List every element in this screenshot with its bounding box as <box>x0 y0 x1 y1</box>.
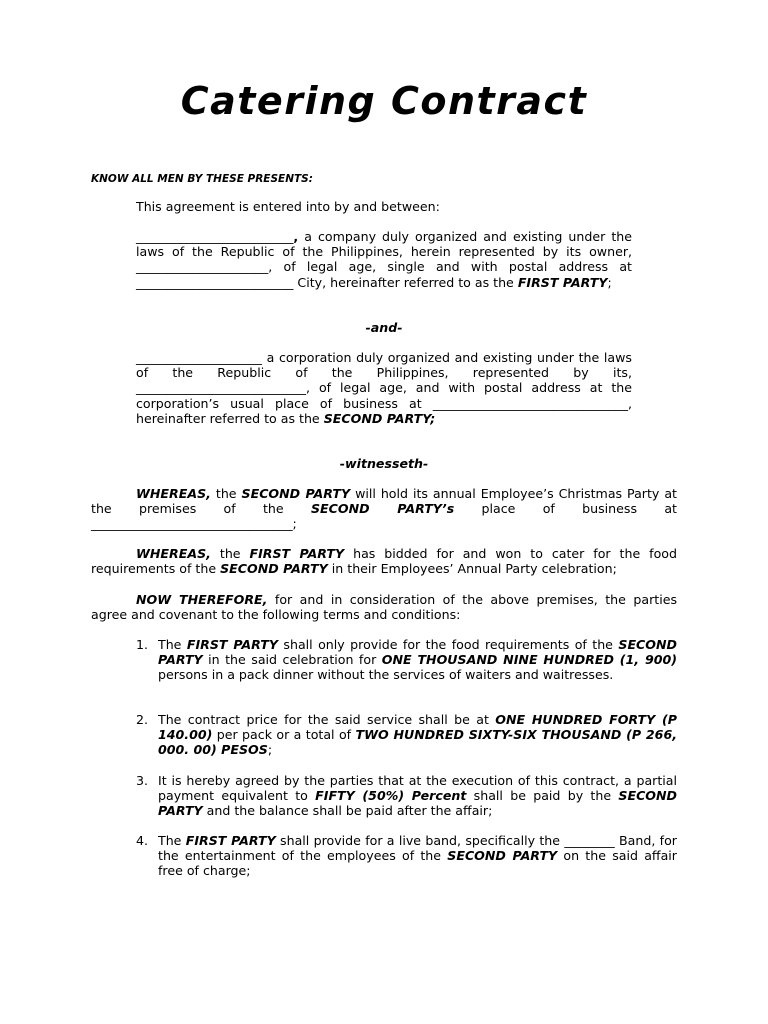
band-name-blank: ________ <box>564 833 615 848</box>
owner-name-blank: _____________________ <box>136 259 269 275</box>
term-text: The contract price for the said service shall be at ONE HUNDRED FORTY (P 140.00) per pack or a total of TWO HUNDRED SIXTY-SIX THOUSAND (P 266, 000. 00) PESOS; <box>158 712 677 758</box>
term-number: 2. <box>136 712 149 727</box>
whereas-clause-1: WHEREAS, the SECOND PARTY will hold its annual Employee’s Christmas Party at the premises of the SECOND PARTY’s place of business at ________________________________; <box>91 486 677 532</box>
second-party-paragraph: ____________________ a corporation duly organized and existing under the laws of the Republic of the Philippines, represented by its, ___________________________, of legal age, and with postal address at the corporation’s usual place of business at _______________________________, hereinafter referred to as the SECOND PARTY; <box>136 350 632 426</box>
corporation-name-blank: ____________________ <box>136 350 262 365</box>
company-name-blank: _________________________ <box>136 229 294 244</box>
first-party-term: FIRST PARTY <box>517 274 608 290</box>
term-number: 4. <box>136 833 149 848</box>
witnesseth-separator: -witnesseth- <box>339 456 429 471</box>
representative-name-blank: ___________________________ <box>136 380 307 396</box>
term-text: It is hereby agreed by the parties that at the execution of this contract, a partial payment equivalent to FIFTY (50%) Percent shall be paid by the SECOND PARTY and the balance shall be paid after the affair; <box>158 773 678 819</box>
term-number: 1. <box>136 637 149 652</box>
first-party-paragraph: _________________________, a company duly organized and existing under the laws of the Republic of the Philippines, herein represented by its owner, _____________________, of legal age, single and with postal address at _________________________ City, hereinafter referred to as the FIRST PARTY; <box>136 229 632 290</box>
term-item-2 <box>136 712 677 758</box>
term-item-3 <box>136 773 677 819</box>
now-therefore-clause: NOW THEREFORE, for and in consideration of the above premises, the parties agree and covenant to the following terms and conditions: <box>91 592 678 623</box>
business-place-blank: ________________________________ <box>91 516 293 532</box>
and-separator: -and- <box>365 320 403 335</box>
first-party-address-blank: _________________________ <box>136 274 294 290</box>
preamble: KNOW ALL MEN BY THESE PRESENTS: <box>91 173 313 185</box>
intro-paragraph: This agreement is entered into by and between: <box>136 199 440 214</box>
term-number: 3. <box>136 773 149 788</box>
term-text: The FIRST PARTY shall provide for a live band, specifically the ________ Band, for the entertainment of the employees of the SECOND PARTY on the said affair free of charge; <box>158 833 677 879</box>
second-party-address-blank: _______________________________ <box>432 395 628 411</box>
document-title: Catering Contract <box>180 79 588 123</box>
second-party-term: SECOND PARTY; <box>323 410 436 426</box>
whereas-clause-2: WHEREAS, the FIRST PARTY has bidded for and won to cater for the food requirements of the SECOND PARTY in their Employees’ Annual Party celebration; <box>91 546 677 577</box>
term-item-1 <box>136 637 677 683</box>
term-text: The FIRST PARTY shall only provide for the food requirements of the SECOND PARTY in the said celebration for ONE THOUSAND NINE HUNDRED (1, 900) persons in a pack dinner without the services of waiters and waitresses. <box>158 637 677 683</box>
term-item-4 <box>136 833 677 879</box>
